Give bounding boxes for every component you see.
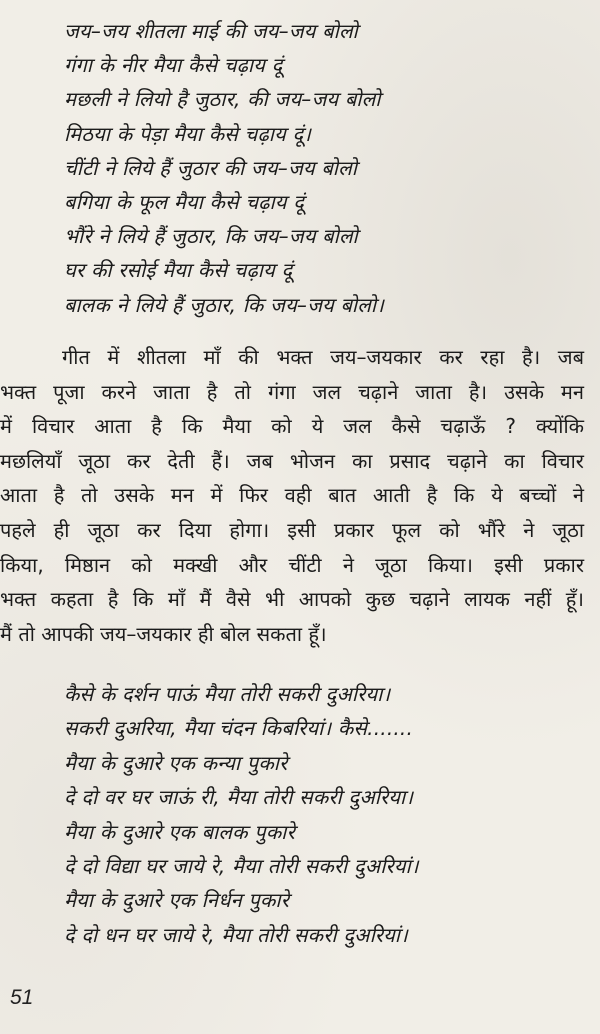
verse-line: कैसे के दर्शन पाऊं मैया तोरी सकरी दुअरिया।: [64, 682, 391, 706]
verse-line: चींटी ने लिये हैं जुठार की जय–जय बोलो: [64, 155, 358, 180]
verse-line: दे दो विद्या घर जाये रे, मैया तोरी सकरी दुअरियां।: [64, 853, 419, 878]
verse-line: दे दो धन घर जाये रे, मैया तोरी सकरी दुअरियां।: [64, 922, 408, 947]
verse-line: दे दो वर घर जाऊं री, मैया तोरी सकरी दुअरिया।: [64, 785, 414, 810]
verse-line: बालक ने लिये हैं जुठार, कि जय–जय बोलो।: [64, 292, 384, 317]
verse-line: जय–जय शीतला माई की जय–जय बोलो: [64, 19, 358, 43]
verse-block-duariya: [64, 677, 419, 952]
prose-paragraph: [0, 340, 584, 651]
verse-line: सकरी दुअरिया, मैया चंदन किबरियां। कैसे.......: [64, 716, 414, 741]
verse-line: मैया के दुआरे एक निर्धन पुकारे: [64, 888, 290, 913]
paragraph-line: पहले ही जूठा कर दिया होगा। इसी प्रकार फूल को भौंरे ने जूठा: [0, 517, 584, 542]
paragraph-line: मैं तो आपकी जय–जयकार ही बोल सकता हूँ।: [0, 621, 327, 646]
paragraph-line: आता है तो उसके मन में फिर वही बात आती है कि ये बच्चों ने: [0, 483, 584, 508]
verse-line: मैया के दुआरे एक कन्या पुकारे: [64, 750, 288, 775]
paragraph-line: में विचार आता है कि मैया को ये जल कैसे चढ़ाऊँ ? क्योंकि: [0, 414, 584, 439]
verse-block-shitala: [64, 14, 384, 322]
verse-line: घर की रसोई मैया कैसे चढ़ाय दूं: [64, 258, 293, 283]
verse-line: मछली ने लियो है जुठार, की जय–जय बोलो: [64, 87, 381, 112]
verse-line: मिठया के पेड़ा मैया कैसे चढ़ाय दूं।: [64, 121, 312, 146]
verse-line: गंगा के नीर मैया कैसे चढ़ाय दूं: [64, 53, 283, 78]
paragraph-line: किया, मिष्ठान को मक्खी और चींटी ने जूठा किया। इसी प्रकार: [0, 552, 584, 577]
paragraph-line: गीत में शीतला माँ की भक्त जय–जयकार कर रहा है। जब: [62, 345, 584, 369]
verse-line: मैया के दुआरे एक बालक पुकारे: [64, 819, 295, 844]
paragraph-line: भक्त कहता है कि माँ मैं वैसे भी आपको कुछ चढ़ाने लायक नहीं हूँ।: [0, 587, 584, 612]
paragraph-line: भक्त पूजा करने जाता है तो गंगा जल चढ़ाने जाता है। उसके मन: [0, 379, 584, 404]
verse-line: बगिया के फूल मैया कैसे चढ़ाय दूं: [64, 189, 305, 214]
verse-line: भौंरे ने लिये हैं जुठार, कि जय–जय बोलो: [64, 224, 358, 249]
page-number: 51: [10, 986, 34, 1009]
paragraph-line: मछलियाँ जूठा कर देती हैं। जब भोजन का प्रसाद चढ़ाने का विचार: [0, 448, 584, 473]
